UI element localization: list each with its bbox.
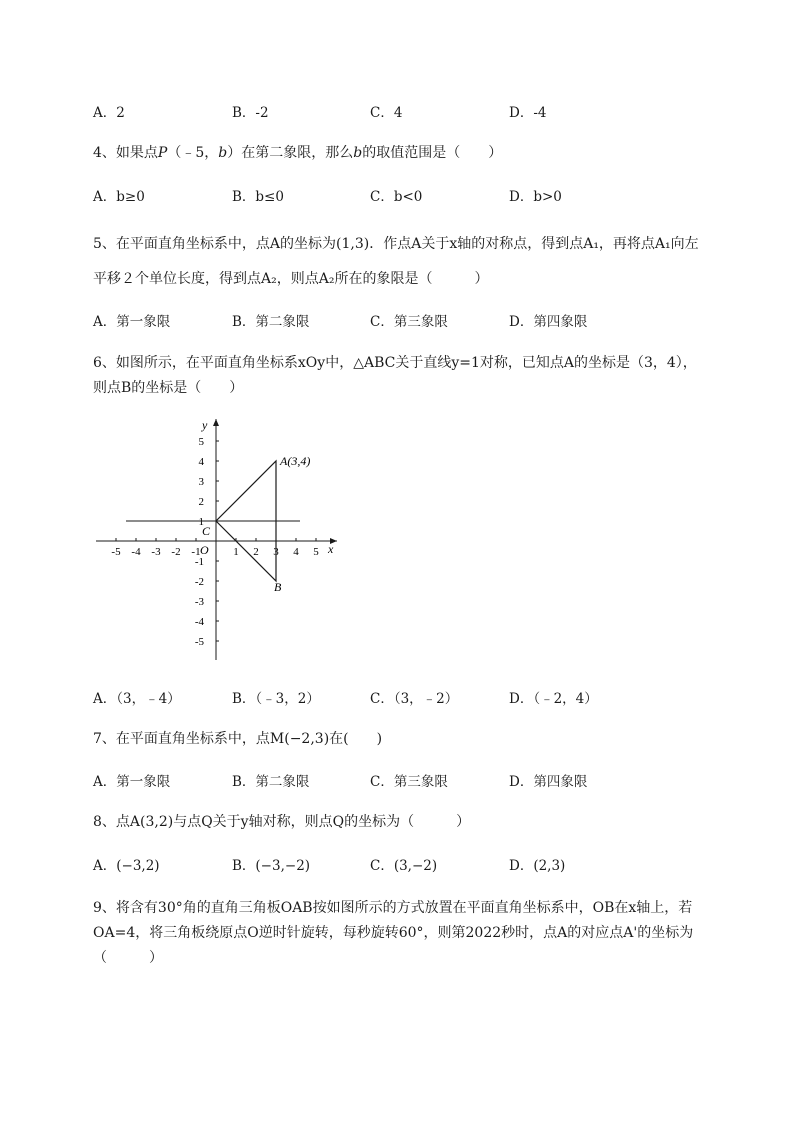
x-tick-label: -4: [131, 546, 141, 558]
q8-option-c: C．(3,−2): [370, 858, 438, 874]
q9-stem-line3: （ ）: [93, 950, 163, 966]
y-tick-label: 4: [198, 456, 204, 468]
q9-stem-line2: OA=4，将三角板绕原点O逆时针旋转，每秒旋转60°，则第2022秒时，点A的对应点A'的坐标为: [93, 925, 694, 941]
q5-stem-line1: 5、在平面直角坐标系中，点A的坐标为(1,3)．作点A关于x轴的对称点，得到点A₁，再将点A₁向左: [93, 236, 699, 252]
y-tick-label: -4: [194, 616, 204, 628]
q5-stem-line2: 平移２个单位长度，得到点A₂，则点A₂所在的象限是（ ）: [93, 271, 489, 287]
q7-option-b: B．第二象限: [232, 774, 310, 790]
y-tick-label: -1: [194, 556, 204, 568]
q3-option-b: B．-2: [232, 105, 269, 121]
y-tick-label: 5: [198, 436, 204, 448]
q7-option-d: D．第四象限: [509, 774, 588, 790]
y-tick-label: 3: [198, 476, 204, 488]
x-tick-label: -5: [111, 546, 121, 558]
q8-option-a: A．(−3,2): [93, 858, 160, 874]
q6-stem-line1: 6、如图所示，在平面直角坐标系xOy中，△ABC关于直线y=1对称，已知点A的坐标是（3，4），: [93, 355, 697, 371]
y-axis-label: y: [202, 418, 208, 432]
y-tick-label: -5: [194, 636, 204, 648]
q6-option-a: A．（3，﹣4）: [93, 691, 181, 707]
q4-stem: 4、如果点P（﹣5，b）在第二象限，那么b的取值范围是（ ）: [93, 145, 503, 161]
x-tick-label: 1: [233, 546, 239, 558]
point-c-label: C: [202, 524, 211, 538]
q4-option-d: D．b>0: [509, 189, 562, 205]
coordinate-figure: [90, 415, 350, 665]
q5-option-d: D．第四象限: [509, 314, 588, 330]
x-axis-label: x: [328, 542, 334, 556]
point-a-label: A(3,4): [280, 454, 311, 468]
q5-option-b: B．第二象限: [232, 314, 310, 330]
y-tick-label: -3: [194, 596, 204, 608]
q5-option-c: C．第三象限: [370, 314, 448, 330]
y-tick-label: -2: [194, 576, 204, 588]
x-tick-label: -2: [171, 546, 181, 558]
q7-stem: 7、在平面直角坐标系中，点M(−2,3)在( ): [93, 731, 383, 747]
x-tick-label: 5: [313, 546, 319, 558]
q7-option-c: C．第三象限: [370, 774, 448, 790]
y-tick-label: 1: [198, 516, 204, 528]
q6-option-c: C．（3，﹣2）: [370, 691, 459, 707]
y-tick-label: 2: [198, 496, 204, 508]
q8-option-b: B．(−3,−2): [232, 858, 311, 874]
x-tick-label: 3: [273, 546, 279, 558]
q3-option-a: A．2: [93, 105, 125, 121]
q4-option-b: B．b≤0: [232, 189, 284, 205]
origin-label: O: [200, 543, 209, 557]
q5-option-a: A．第一象限: [93, 314, 171, 330]
x-tick-label: 2: [253, 546, 259, 558]
point-b-label: B: [274, 580, 282, 594]
q6-stem-line2: 则点B的坐标是（ ）: [93, 380, 244, 396]
x-tick-label: -1: [191, 546, 201, 558]
x-tick-label: 4: [293, 546, 299, 558]
q7-option-a: A．第一象限: [93, 774, 171, 790]
q9-stem-line1: 9、将含有30°角的直角三角板OAB按如图所示的方式放置在平面直角坐标系中，OB在x轴上，若: [93, 900, 693, 916]
q3-option-d: D．-4: [509, 105, 547, 121]
q6-option-d: D．（﹣2，4）: [509, 691, 598, 707]
q8-stem: 8、点A(3,2)与点Q关于y轴对称，则点Q的坐标为（ ）: [93, 814, 471, 830]
q4-option-c: C．b<0: [370, 189, 423, 205]
x-tick-label: -3: [151, 546, 161, 558]
q8-option-d: D．(2,3): [509, 858, 566, 874]
q3-option-c: C．4: [370, 105, 403, 121]
q6-option-b: B．（﹣3，2）: [232, 691, 320, 707]
q4-option-a: A．b≥0: [93, 189, 145, 205]
